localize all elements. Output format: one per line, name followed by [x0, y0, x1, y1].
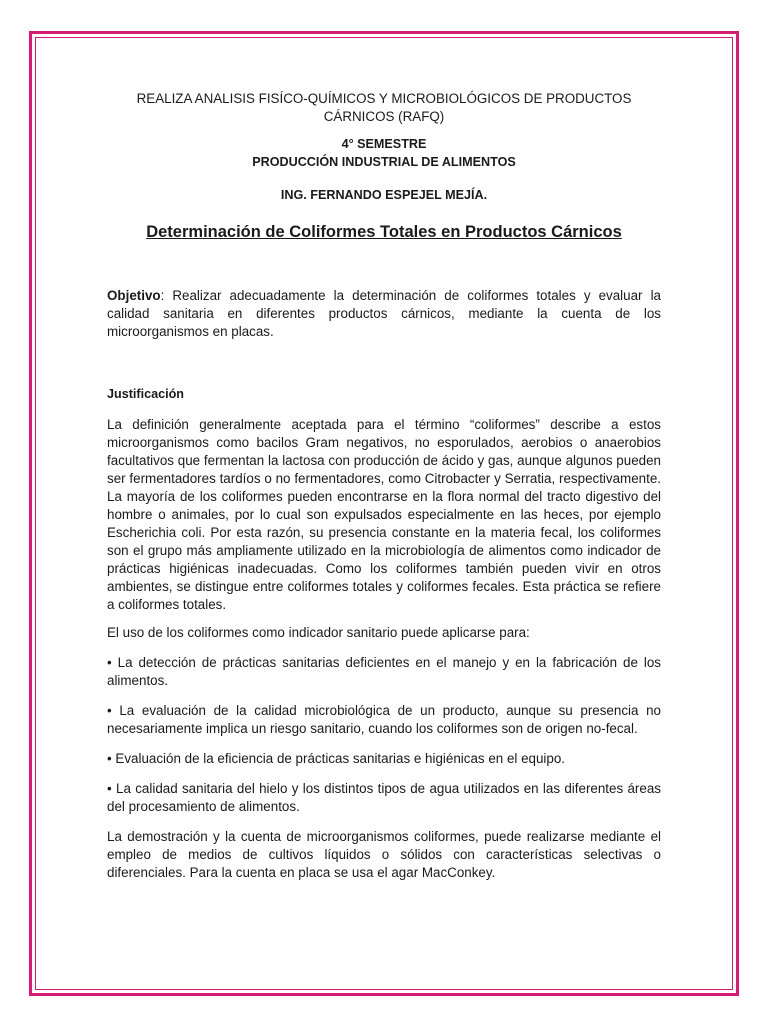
list-item: • Evaluación de la eficiencia de prácticas sanitarias e higiénicas en el equipo.: [107, 751, 566, 766]
list-item: • La evaluación de la calidad microbiológica de un producto, aunque su presencia no necesariamente implica un riesgo sanitario, cuando los coliformes son de origen no-fecal.: [107, 703, 661, 736]
justification-paragraph: La definición generalmente aceptada para el término “coliformes” describe a estos microorganismos como bacilos Gram negativos, no esporulados, aerobios o anaerobios facultativos que fermentan la lactosa con producción de ácido y gas, aunque algunos pueden ser fermentadores tardíos o no fermentadores, como Citrobacter y Serratia, respectivamente. La mayoría de los coliformes pueden encontrarse en la flora normal del tracto digestivo del hombre o animales, por lo cual son expulsados especialmente en las heces, por ejemplo Escherichia coli. Por esta razón, su presencia constante en la materia fecal, los coliformes son el grupo más ampliamente utilizado en la microbiología de alimentos como indicador de prácticas higiénicas inadecuadas. Como los coliformes también pueden vivir en otros ambientes, se distingue entre coliformes totales y coliformes fecales. Esta práctica se refiere a coliformes totales.: [107, 417, 661, 612]
semester-label: 4° SEMESTRE: [341, 137, 427, 151]
document-content: [107, 90, 661, 882]
objective-text: : Realizar adecuadamente la determinación de coliformes totales y evaluar la calidad sanitaria en diferentes productos cárnicos, mediante la cuenta de los microorganismos en placas.: [107, 288, 661, 339]
semester-block: [107, 135, 661, 171]
program-name: PRODUCCIÓN INDUSTRIAL DE ALIMENTOS: [252, 155, 516, 169]
objective-label: Objetivo: [107, 288, 161, 303]
institution-title: REALIZA ANALISIS FISÍCO-QUÍMICOS Y MICROBIOLÓGICOS DE PRODUCTOS CÁRNICOS (RAFQ): [136, 91, 632, 124]
document-title: Determinación de Coliformes Totales en Productos Cárnicos: [146, 223, 622, 241]
list-item: • La calidad sanitaria del hielo y los distintos tipos de agua utilizados en las diferentes áreas del procesamiento de alimentos.: [107, 781, 661, 814]
closing-paragraph: La demostración y la cuenta de microorganismos coliformes, puede realizarse mediante el empleo de medios de cultivos líquidos o sólidos con características selectivas o diferenciales. Para la cuenta en placa se usa el agar MacConkey.: [107, 829, 661, 880]
teacher-name: ING. FERNANDO ESPEJEL MEJÍA.: [280, 188, 488, 202]
usage-intro-paragraph: El uso de los coliformes como indicador sanitario puede aplicarse para:: [107, 625, 530, 640]
justification-heading: Justificación: [107, 387, 184, 401]
objective-paragraph: [107, 287, 661, 341]
document-header: [107, 90, 661, 242]
list-item: • La detección de prácticas sanitarias deficientes en el manejo y en la fabricación de los alimentos.: [107, 655, 661, 688]
